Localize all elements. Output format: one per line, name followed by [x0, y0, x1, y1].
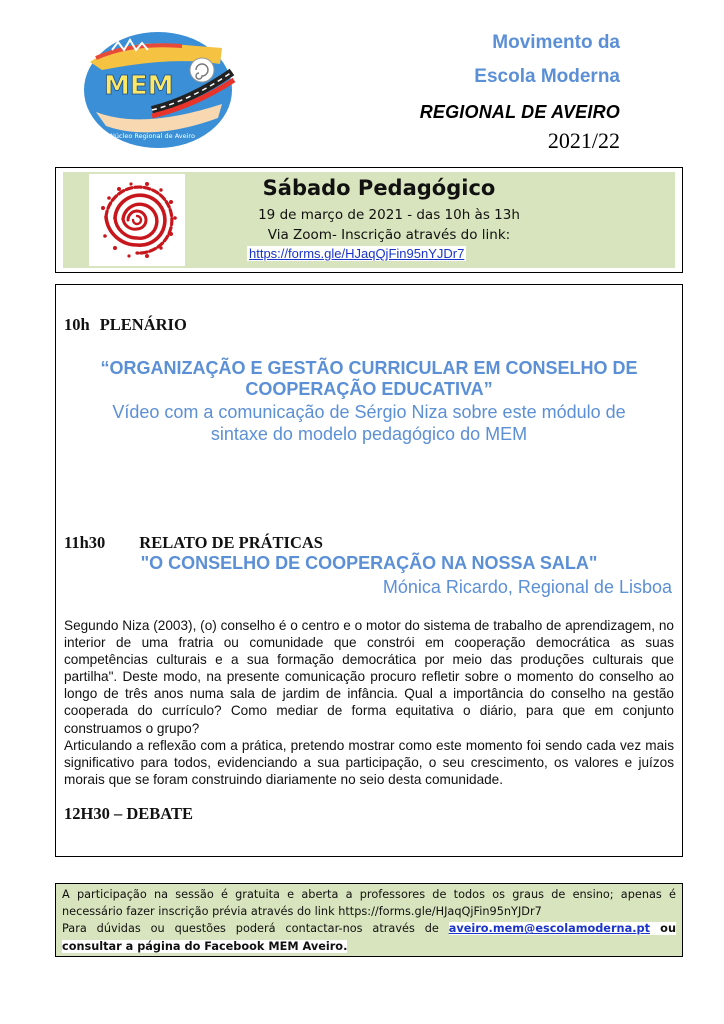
session1-label: PLENÁRIO — [99, 315, 187, 334]
session1-time: 10h — [64, 315, 90, 334]
event-date: 19 de março de 2021 - das 10h às 13h — [258, 207, 520, 223]
abstract-paragraph-1: Segundo Niza (2003), (o) conselho é o centro e o motor do sistema de trabalho de aprendizagem, no interior de uma fratria ou comunidade que constrói em cooperação democrática as suas competências culturais e a sua formação democrática por meio das produções culturais que partilha". Deste modo, na presente comunicação procuro refletir sobre o momento do conselho ao longo de três anos numa sala de jardim de infância. Qual a importância do conselho na gestão cooperada do currículo? Como mediar de forma equitativa o diário, para que em conjunto construamos o grupo? — [64, 618, 674, 736]
mem-logo — [82, 30, 242, 150]
session1-heading — [64, 315, 187, 335]
session1-quote: “ORGANIZAÇÃO E GESTÃO CURRICULAR EM CONSELHO DE COOPERAÇÃO EDUCATIVA” — [100, 358, 638, 399]
session3-heading: 12H30 – DEBATE — [64, 804, 193, 823]
program-box — [55, 284, 683, 857]
session2-heading — [64, 533, 323, 553]
session2-abstract — [64, 617, 674, 788]
footer-contact-prefix: Para dúvidas ou questões poderá contactar-nos através de — [62, 922, 449, 936]
registration-link[interactable]: https://forms.gle/HJaqQjFin95nYJDr7 — [249, 246, 465, 261]
footer-participation-text: A participação na sessão é gratuita e aberta a professores de todos os graus de ensino; apenas é necessário fazer inscrição prévia através do link https://forms.gle/HJaqQjFin95nYJDr7 — [62, 888, 676, 919]
event-banner-inner — [63, 172, 675, 268]
session2-time: 11h30 — [64, 533, 106, 552]
session2-quote: "O CONSELHO DE COOPERAÇÃO NA NOSSA SALA" — [140, 553, 598, 573]
org-region: REGIONAL DE AVEIRO — [419, 102, 620, 122]
org-name-line2: Escola Moderna — [474, 66, 620, 87]
footer-contact-suffix: ou consultar a página do Facebook MEM Aveiro. — [62, 922, 676, 953]
session2-presenter: Mónica Ricardo, Regional de Lisboa — [382, 577, 672, 597]
event-title: Sábado Pedagógico — [262, 176, 496, 200]
event-banner — [55, 167, 683, 273]
org-name-line1: Movimento da — [492, 32, 620, 53]
footer-info-box — [55, 883, 683, 957]
event-via: Via Zoom- Inscrição através do link: — [267, 227, 511, 243]
session2-label: RELATO DE PRÁTICAS — [139, 533, 323, 552]
session1-description: Vídeo com a comunicação de Sérgio Niza sobre este módulo de sintaxe do modelo pedagógico do MEM — [112, 402, 626, 444]
school-year: 2021/22 — [547, 128, 620, 153]
abstract-paragraph-2: Articulando a reflexão com a prática, pretendo mostrar como este momento foi sendo cada vez mais significativo para todos, evidenciando a sua participação, o seu crescimento, os valores e juízos morais que se foram construindo diariamente no seio desta comunidade. — [64, 737, 674, 787]
logo-subtext: Núcleo Regional de Aveiro — [110, 132, 195, 140]
logo-text: MEM — [104, 71, 174, 101]
contact-email-link[interactable]: aveiro.mem@escolamoderna.pt — [448, 922, 650, 936]
